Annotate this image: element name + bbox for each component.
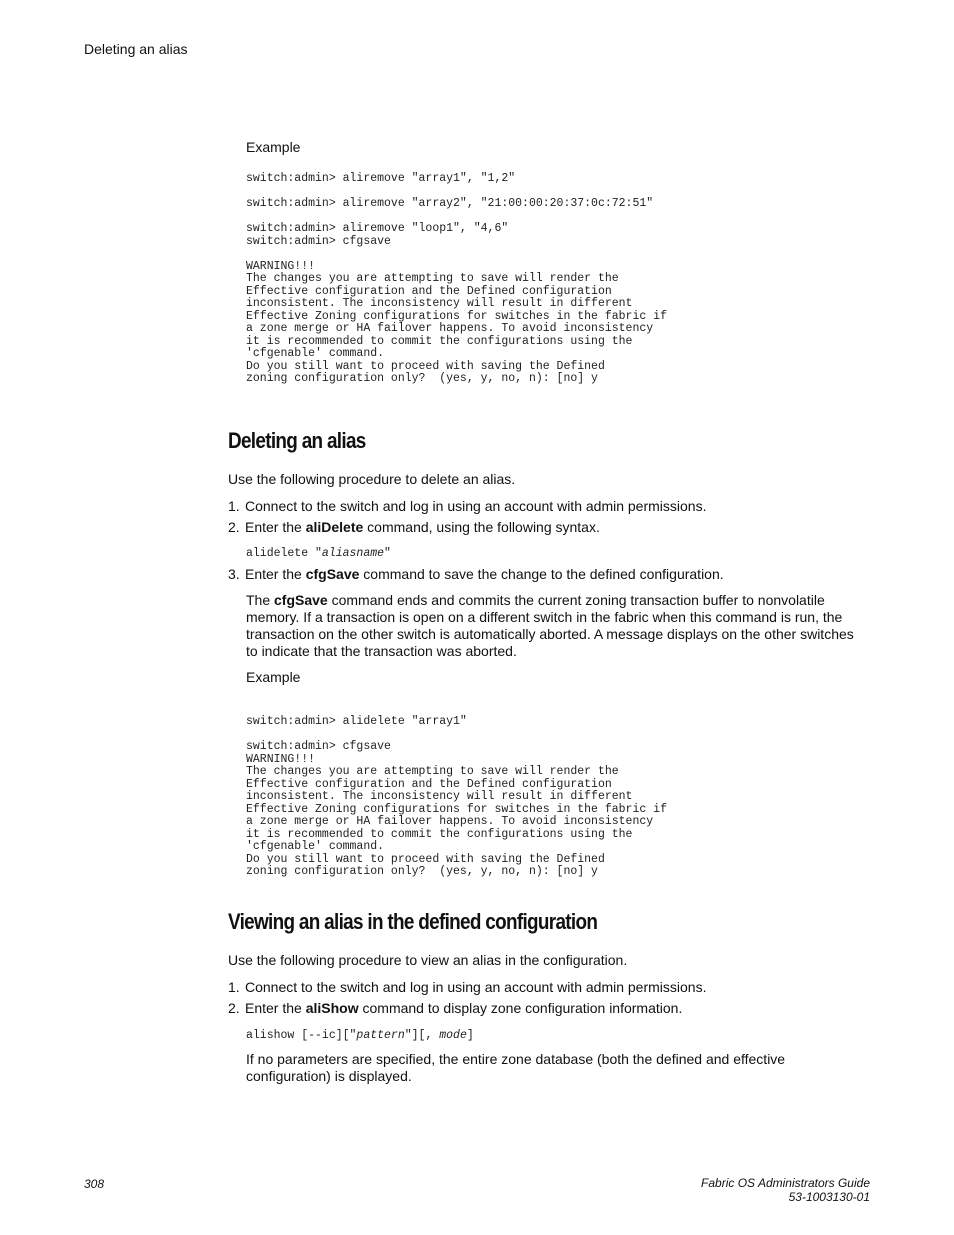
step-number: 3. xyxy=(228,566,240,582)
section-intro: Use the following procedure to delete an alias. xyxy=(228,471,516,487)
alishow-description: If no parameters are specified, the entire zone database (both the defined and effective configuration) is displayed. xyxy=(246,1051,786,1084)
step-text: Connect to the switch and log in using an account with admin permissions. xyxy=(245,498,707,514)
step-text: Connect to the switch and log in using an account with admin permissions. xyxy=(245,979,707,995)
running-header: Deleting an alias xyxy=(84,41,188,57)
step-text: Enter the xyxy=(245,566,306,582)
example-label: Example xyxy=(246,669,301,685)
syntax-text: alidelete " xyxy=(246,547,322,560)
syntax-argument: pattern xyxy=(356,1029,405,1042)
command-syntax xyxy=(246,547,391,560)
step-text: Enter the xyxy=(245,1000,306,1016)
paragraph-text: command ends and commits the current zoning transaction buffer to nonvolatile memory. If a transaction is open on a different switch in the fabric when this command is run, the transaction on the other switch is automatically aborted. A message displays on the other switches to indicate that the transaction was aborted. xyxy=(246,592,854,659)
step-2 xyxy=(228,1000,682,1016)
step-1 xyxy=(228,498,706,514)
step-number: 2. xyxy=(228,519,240,535)
step-text: command, using the following syntax. xyxy=(363,519,600,535)
command-name: cfgSave xyxy=(305,566,360,582)
cfgsave-description xyxy=(246,592,866,660)
paragraph-text: The xyxy=(246,592,275,608)
example-label: Example xyxy=(246,139,301,155)
step-text: command to save the change to the defined configuration. xyxy=(359,566,724,582)
code-block-aliremove: switch:admin> aliremove "array1", "1,2" switch:admin> aliremove "array2", "21:00:00:20:37:0c:72:51" switch:admin> aliremove "loop1", "4,6" switch:admin> cfgsave WARNING!!! The changes you are attempting to save will render the Effective configuration and the Defined configuration inconsistent. The inconsistency will result in different Effective Zoning configurations for switches in the fabric if a zone merge or HA failover happens. To avoid inconsistency it is recommended to commit the configurations using the 'cfgenable' command. Do you still want to proceed with saving the Defined zoning configuration only? (yes, y, no, n): [no] y xyxy=(246,172,667,385)
syntax-text: " xyxy=(384,547,391,560)
page-number: 308 xyxy=(84,1177,105,1191)
footer-doc-info xyxy=(701,1176,870,1204)
step-3 xyxy=(228,566,724,582)
step-number: 1. xyxy=(228,498,240,514)
step-text: command to display zone configuration information. xyxy=(358,1000,683,1016)
document-title: Fabric OS Administrators Guide xyxy=(701,1176,870,1190)
syntax-text: "][, xyxy=(404,1029,440,1042)
document-number: 53-1003130-01 xyxy=(788,1190,870,1204)
command-name: aliShow xyxy=(305,1000,359,1016)
step-number: 2. xyxy=(228,1000,240,1016)
code-block-alidelete: switch:admin> alidelete "array1" switch:admin> cfgsave WARNING!!! The changes you are attempting to save will render the Effective configuration and the Defined configuration inconsistent. The inconsistency will result in different Effective Zoning configurations for switches in the fabric if a zone merge or HA failover happens. To avoid inconsistency it is recommended to commit the configurations using the 'cfgenable' command. Do you still want to proceed with saving the Defined zoning configuration only? (yes, y, no, n): [no] y xyxy=(246,715,667,878)
syntax-text: ] xyxy=(466,1029,474,1042)
syntax-argument: mode xyxy=(439,1029,467,1042)
section-heading-deleting-alias: Deleting an alias xyxy=(228,428,366,453)
command-syntax xyxy=(246,1029,474,1042)
command-name: cfgSave xyxy=(274,592,328,608)
step-number: 1. xyxy=(228,979,240,995)
step-1 xyxy=(228,979,706,995)
step-text: Enter the xyxy=(245,519,306,535)
command-name: aliDelete xyxy=(305,519,364,535)
section-intro: Use the following procedure to view an alias in the configuration. xyxy=(228,952,628,968)
syntax-text: alishow [--ic][" xyxy=(246,1029,357,1042)
step-2 xyxy=(228,519,600,535)
syntax-argument: aliasname xyxy=(321,547,385,560)
section-heading-viewing-alias: Viewing an alias in the defined configuration xyxy=(228,909,598,934)
